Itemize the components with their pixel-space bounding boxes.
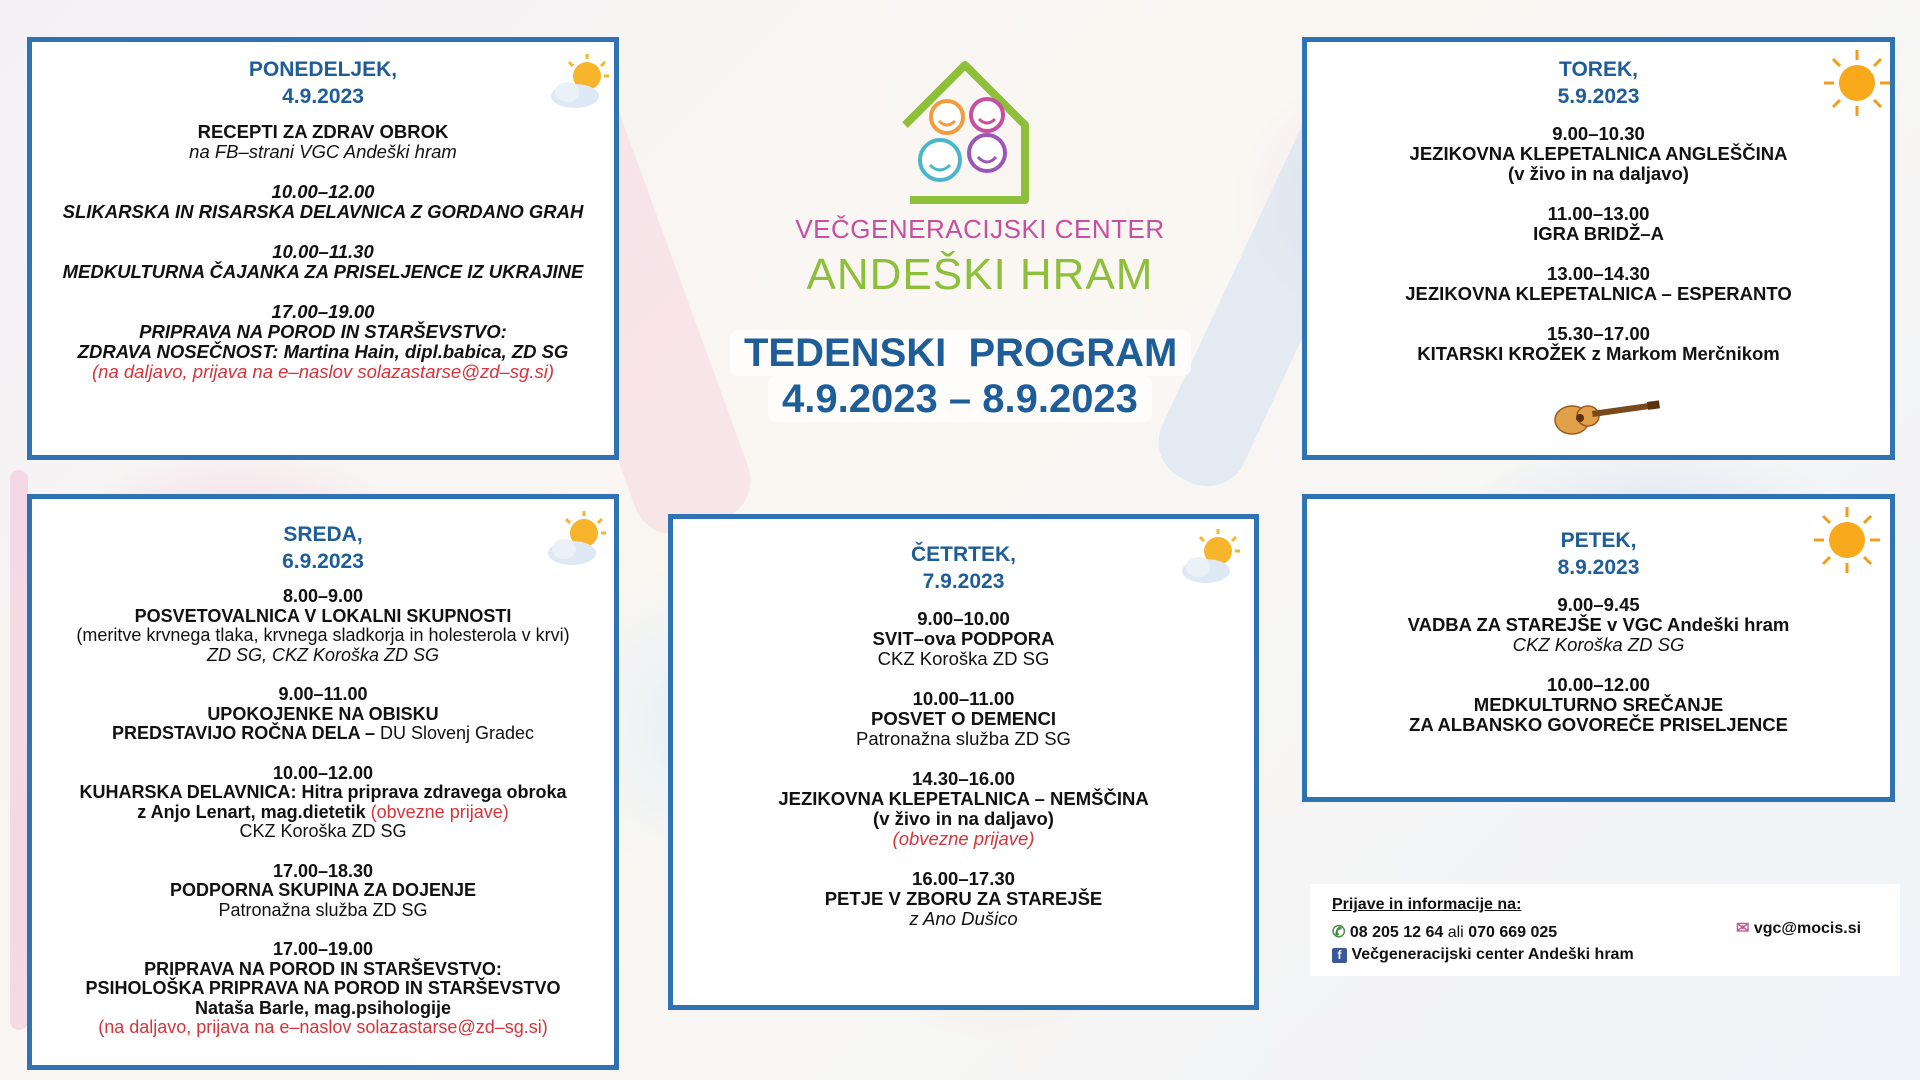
- day-date: 4.9.2023: [282, 85, 364, 108]
- event-title: KITARSKI KROŽEK z Markom Merčnikom: [1417, 343, 1780, 364]
- thursday-panel: [668, 514, 1259, 1010]
- event-time: 17.00–19.00: [271, 301, 375, 322]
- event-time: 10.00–12.00: [271, 181, 375, 202]
- logo: [895, 55, 1035, 205]
- event-time: 9.00–9.45: [1557, 594, 1640, 615]
- event-title: KUHARSKA DELAVNICA: Hitra priprava zdravega obroka: [79, 782, 567, 802]
- day-heading: PETEK,: [1560, 529, 1637, 552]
- title-line1: TEDENSKI PROGRAM: [730, 330, 1191, 376]
- event-subtitle: na FB–strani VGC Andeški hram: [189, 141, 457, 162]
- event-time: 9.00–10.30: [1552, 123, 1645, 144]
- event-title: POSVET O DEMENCI: [870, 708, 1057, 729]
- event-detail: Nataša Barle, mag.psihologije: [194, 997, 452, 1018]
- phone-row: [1332, 922, 1557, 942]
- event-title: SLIKARSKA IN RISARSKA DELAVNICA Z GORDANO GRAH: [62, 201, 584, 222]
- event-subtitle: (meritve krvnega tlaka, krvnega sladkorja in holesterola v krvi): [76, 625, 570, 645]
- event-subtitle: (v živo in na daljavo): [873, 808, 1054, 829]
- event-detail: PSIHOLOŠKA PRIPRAVA NA POROD IN STARŠEVSTVO: [85, 978, 561, 998]
- title-line2: 4.9.2023 – 8.9.2023: [768, 376, 1152, 422]
- phone-or: ali: [1443, 924, 1469, 941]
- page-title: [730, 330, 1190, 422]
- event-note: (obvezne prijave): [365, 801, 509, 822]
- event-time: 8.00–9.00: [282, 586, 364, 606]
- event-title: UPOKOJENKE NA OBISKU: [207, 703, 439, 724]
- email-row: [1736, 918, 1861, 938]
- event-time: 9.00–10.00: [917, 608, 1010, 629]
- event-title: VADBA ZA STAREJŠE v VGC Andeški hram: [1407, 614, 1790, 635]
- sun-cloud-icon: [544, 509, 614, 569]
- event-organizer: CKZ Koroška ZD SG: [239, 821, 407, 841]
- event-title: PRIPRAVA NA POROD IN STARŠEVSTVO:: [139, 321, 507, 342]
- event-title: RECEPTI ZA ZDRAV OBROK: [197, 121, 449, 142]
- event-title: PODPORNA SKUPINA ZA DOJENJE: [169, 880, 477, 900]
- event-organizer: Patronažna služba ZD SG: [856, 728, 1071, 749]
- event-detail: ZA ALBANSKO GOVOREČE PRISELJENCE: [1409, 714, 1788, 735]
- event-title: POSVETOVALNICA V LOKALNI SKUPNOSTI: [134, 605, 512, 626]
- event-title: IGRA BRIDŽ–A: [1533, 223, 1664, 244]
- event-detail: PREDSTAVIJO ROČNA DELA –: [111, 723, 375, 743]
- day-heading: SREDA,: [283, 523, 363, 546]
- logo-line2: ANDEŠKI HRAM: [806, 250, 1154, 299]
- logo-line1: VEČGENERACIJSKI CENTER: [795, 214, 1165, 244]
- event-title: SVIT–ova PODPORA: [872, 628, 1055, 649]
- event-time: 17.00–18.30: [272, 860, 374, 881]
- sun-cloud-icon: [547, 52, 617, 112]
- facebook-icon: f: [1332, 948, 1347, 963]
- event-title: JEZIKOVNA KLEPETALNICA – NEMŠČINA: [778, 788, 1149, 809]
- event-time: 11.00–13.00: [1547, 203, 1650, 224]
- event-title: MEDKULTURNA ČAJANKA ZA PRISELJENCE IZ UKRAJINE: [62, 261, 584, 282]
- tuesday-panel: [1302, 37, 1895, 460]
- monday-panel: [27, 37, 619, 460]
- event-time: 9.00–11.00: [278, 684, 368, 704]
- day-heading: TOREK,: [1559, 58, 1638, 81]
- event-detail: ZDRAVA NOSEČNOST: Martina Hain, dipl.babica, ZD SG: [77, 341, 569, 362]
- event-title: MEDKULTURNO SREČANJE: [1473, 694, 1724, 715]
- phone-1[interactable]: 08 205 12 64: [1349, 924, 1444, 941]
- day-date: 7.9.2023: [922, 570, 1005, 593]
- event-note: (na daljavo, prijava na e–naslov solazastarse@zd–sg.si): [98, 1017, 548, 1037]
- event-organizer: DU Slovenj Gradec: [374, 723, 535, 743]
- wednesday-panel: [27, 494, 619, 1070]
- guitar-icon: [1552, 392, 1662, 442]
- event-time: 10.00–11.00: [912, 688, 1015, 709]
- friday-panel: [1302, 494, 1895, 802]
- day-date: 6.9.2023: [282, 550, 364, 573]
- email-link[interactable]: vgc@mocis.si: [1753, 920, 1862, 937]
- sun-icon: [1812, 505, 1882, 575]
- facebook-link[interactable]: Večgeneracijski center Andeški hram: [1351, 946, 1634, 963]
- event-organizer: CKZ Koroška ZD SG: [877, 648, 1050, 669]
- event-time: 10.00–12.00: [1547, 674, 1650, 695]
- day-heading: PONEDELJEK,: [248, 58, 398, 81]
- event-organizer: CKZ Koroška ZD SG: [1512, 634, 1685, 655]
- event-time: 15.30–17.00: [1547, 323, 1650, 344]
- event-time: 13.00–14.30: [1547, 263, 1650, 284]
- event-time: 14.30–16.00: [912, 768, 1015, 789]
- event-note: (na daljavo, prijava na e–naslov solazastarse@zd–sg.si): [92, 361, 554, 382]
- event-title: JEZIKOVNA KLEPETALNICA ANGLEŠČINA: [1409, 143, 1788, 164]
- contact-heading: Prijave in informacije na:: [1332, 896, 1522, 913]
- event-subtitle: z Ano Dušico: [909, 908, 1018, 929]
- sun-cloud-icon: [1178, 527, 1248, 587]
- phone-2[interactable]: 070 669 025: [1468, 924, 1558, 941]
- event-title: JEZIKOVNA KLEPETALNICA – ESPERANTO: [1405, 283, 1792, 304]
- mail-icon: ✉: [1736, 920, 1750, 937]
- event-time: 10.00–12.00: [272, 762, 374, 783]
- sun-icon: [1822, 48, 1892, 118]
- facebook-row: [1332, 946, 1634, 964]
- event-title: PRIPRAVA NA POROD IN STARŠEVSTVO:: [144, 958, 502, 979]
- event-subtitle: (v živo in na daljavo): [1508, 163, 1689, 184]
- day-heading: ČETRTEK,: [911, 543, 1016, 566]
- event-organizer: ZD SG, CKZ Koroška ZD SG: [206, 644, 440, 665]
- house-faces-logo: [895, 55, 1035, 205]
- contact-box: [1310, 884, 1900, 976]
- event-organizer: Patronažna služba ZD SG: [218, 899, 428, 920]
- event-time: 17.00–19.00: [272, 939, 374, 959]
- event-note: (obvezne prijave): [892, 828, 1035, 849]
- event-detail: z Anjo Lenart, mag.dietetik: [137, 801, 366, 822]
- phone-icon: ✆: [1332, 924, 1346, 941]
- day-date: 8.9.2023: [1557, 556, 1640, 579]
- event-time: 10.00–11.30: [272, 241, 374, 262]
- background-decoration: [10, 470, 28, 1030]
- event-title: PETJE V ZBORU ZA STAREJŠE: [824, 888, 1103, 909]
- day-date: 5.9.2023: [1557, 85, 1640, 108]
- event-time: 16.00–17.30: [912, 868, 1015, 889]
